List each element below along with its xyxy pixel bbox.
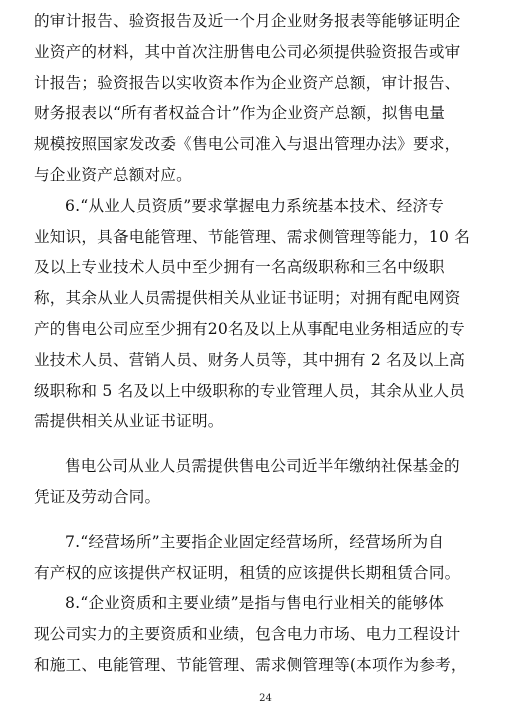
text-line: 产的售电公司应至少拥有20名及以上从事配电业务相适应的专: [34, 319, 465, 338]
text-line: 和施工、电能管理、节能管理、需求侧管理等(本项作为参考，: [34, 655, 467, 674]
text-line: 及以上专业技术人员中至少拥有一名高级职称和三名中级职: [34, 258, 445, 277]
paragraph-business-premises: [34, 527, 499, 589]
paragraph-qualification-performance: [34, 588, 499, 680]
text-line: 级职称和 5 名及以上中级职称的专业管理人员，其余从业人员: [34, 381, 466, 400]
text-line: 7.“经营场所”主要指企业固定经营场所，经营场所为自: [65, 532, 445, 551]
text-line: 业技术人员、营销人员、财务人员等，其中拥有 2 名及以上高: [34, 350, 466, 369]
text-line: 财务报表以“所有者权益合计”作为企业资产总额，拟售电量: [34, 104, 446, 123]
text-line: 凭证及劳动合同。: [34, 487, 161, 506]
text-line: 业资产的材料，其中首次注册售电公司必须提供验资报告或审: [34, 42, 461, 61]
text-line: 售电公司从业人员需提供售电公司近半年缴纳社保基金的: [65, 457, 460, 476]
text-line: 业知识，具备电能管理、节能管理、需求侧管理等能力，10 名: [34, 227, 471, 246]
text-line: 8.“企业资质和主要业绩”是指与售电行业相关的能够体: [65, 594, 445, 613]
text-line: 现公司实力的主要资质和业绩，包含电力市场、电力工程设计: [34, 625, 461, 644]
paragraph-gap: [34, 513, 499, 527]
text-line: 6.“从业人员资质”要求掌握电力系统基本技术、经济专: [65, 196, 445, 215]
paragraph-staff-qualification: [34, 191, 499, 437]
text-line: 的审计报告、验资报告及近一个月企业财务报表等能够证明企: [34, 12, 461, 30]
paragraph-asset-materials: [34, 6, 499, 191]
text-line: 称，其余从业人员需提供相关从业证书证明；对拥有配电网资: [34, 289, 461, 308]
text-line: 与企业资产总额对应。: [34, 165, 192, 184]
text-line: 计报告；验资报告以实收资本作为企业资产总额，审计报告、: [34, 73, 461, 92]
document-body: [34, 6, 499, 681]
page-number: 24: [259, 693, 272, 704]
text-line: 有产权的应该提供产权证明，租赁的应该提供长期租赁合同。: [34, 563, 461, 582]
text-line: 规模按照国家发改委《售电公司准入与退出管理办法》要求，: [34, 135, 461, 154]
text-line: 需提供相关从业证书证明。: [34, 412, 224, 431]
paragraph-gap: [34, 437, 499, 451]
paragraph-social-insurance: [34, 451, 499, 513]
